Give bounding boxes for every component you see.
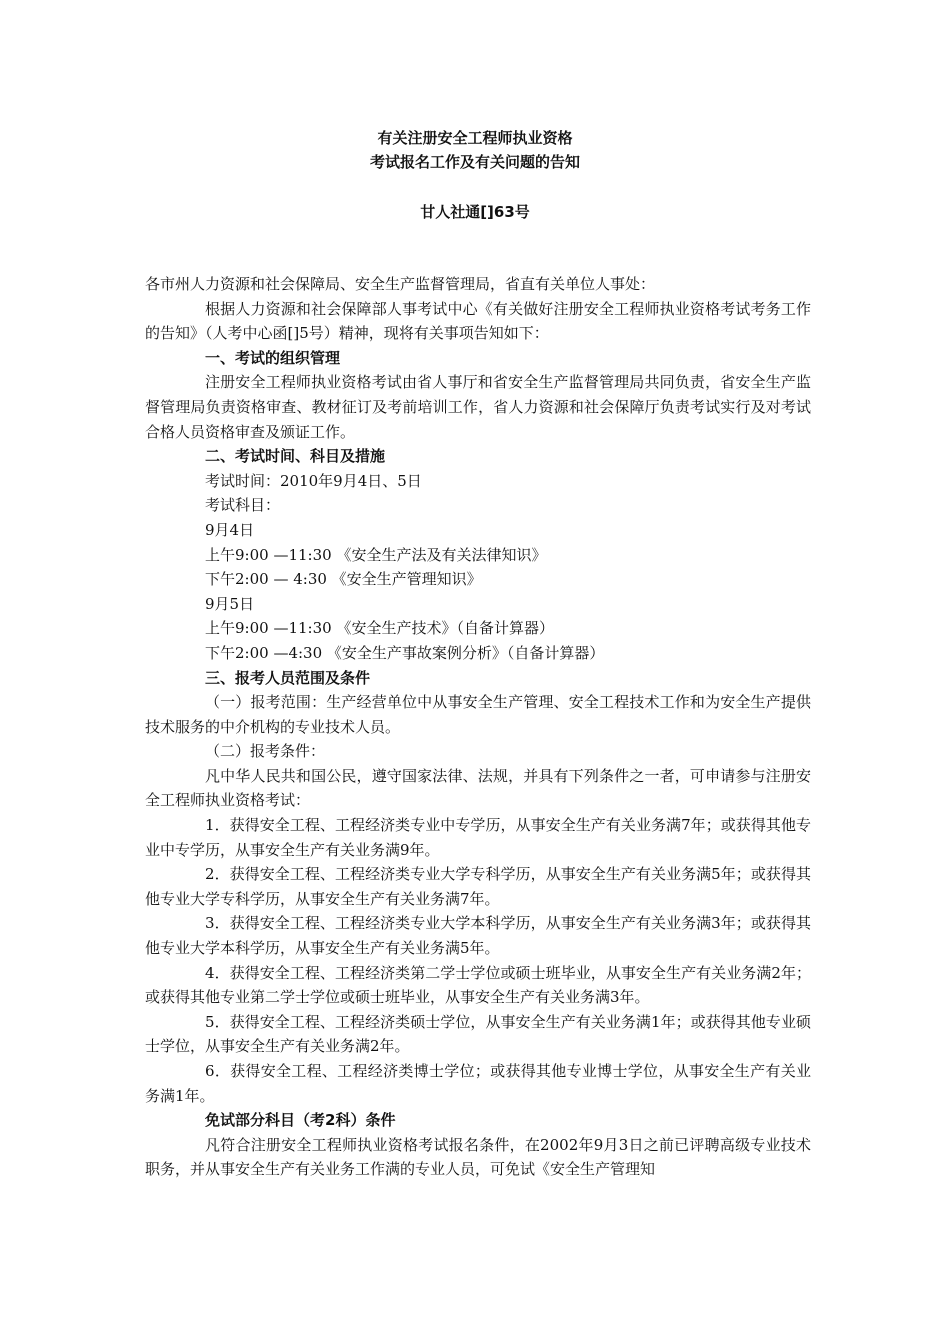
document-title-line1: 有关注册安全工程师执业资格 (377, 129, 573, 147)
intro-paragraph: 根据人力资源和社会保障部人事考试中心《有关做好注册安全工程师执业资格考试考务工作的告知》（人考中心函[]5号）精神，现将有关事项告知如下： (145, 299, 811, 343)
section3-heading: 三、报考人员范围及条件 (205, 668, 371, 687)
condition-item: 6．获得安全工程、工程经济类博士学位；或获得其他专业博士学位，从事安全生产有关业务满1年。 (145, 1062, 811, 1105)
conditions-intro: 凡中华人民共和国公民，遵守国家法律、法规，并具有下列条件之一者，可申请参与注册安全工程师执业资格考试： (145, 766, 811, 810)
section2-heading: 二、考试时间、科目及措施 (205, 447, 386, 466)
day2-date: 9月5日 (205, 594, 255, 613)
condition-item: 2．获得安全工程、工程经济类专业大学专科学历，从事安全生产有关业务满5年；或获得其他专业大学专科学历，从事安全生产有关业务满7年。 (145, 865, 811, 908)
scope-paragraph: （一）报考范围：生产经营单位中从事安全生产管理、安全工程技术工作和为安全生产提供技术服务的中介机构的专业技术人员。 (145, 693, 811, 736)
addressee: 各市州人力资源和社会保障局、安全生产监督管理局，省直有关单位人事处： (145, 275, 656, 293)
document-number: 甘人社通[]63号 (420, 203, 530, 221)
day2-afternoon: 下午2:00 —4:30 《安全生产事故案例分析》（自备计算器） (205, 643, 605, 662)
day2-morning: 上午9:00 —11:30 《安全生产技术》（自备计算器） (205, 619, 554, 638)
condition-item: 3．获得安全工程、工程经济类专业大学本科学历，从事安全生产有关业务满3年；或获得其他专业大学本科学历，从事安全生产有关业务满5年。 (145, 914, 811, 958)
exam-time: 考试时间：2010年9月4日、5日 (205, 471, 422, 490)
subjects-label: 考试科目： (205, 496, 281, 515)
section1-heading: 一、考试的组织管理 (205, 348, 341, 367)
day1-afternoon: 下午2:00 — 4:30 《安全生产管理知识》 (205, 570, 482, 589)
day1-morning: 上午9:00 —11:30 《安全生产法及有关法律知识》 (205, 545, 547, 564)
exemption-text: 凡符合注册安全工程师执业资格考试报名条件，在2002年9月3日之前已评聘高级专业技术职务，并从事安全生产有关业务工作满的专业人员，可免试《安全生产管理知 (145, 1135, 811, 1179)
condition-item: 4．获得安全工程、工程经济类第二学士学位或硕士班毕业，从事安全生产有关业务满2年；或获得其他专业第二学士学位或硕士班毕业，从事安全生产有关业务满3年。 (145, 963, 811, 1007)
document-title-line2: 考试报名工作及有关问题的告知 (369, 153, 580, 171)
condition-item: 1．获得安全工程、工程经济类专业中专学历，从事安全生产有关业务满7年；或获得其他专业中专学历，从事安全生产有关业务满9年。 (145, 816, 811, 859)
section1-text: 注册安全工程师执业资格考试由省人事厅和省安全生产监督管理局共同负责，省安全生产监督管理局负责资格审查、教材征订及考前培训工作，省人力资源和社会保障厅负责考试实行及对考试合格人员资格审查及颁证工作。 (145, 373, 811, 441)
exemption-heading: 免试部分科目（考2科）条件 (205, 1111, 396, 1130)
day1-date: 9月4日 (205, 520, 255, 539)
document-body (145, 272, 811, 1182)
conditions-label: （二）报考条件： (205, 742, 326, 761)
condition-item: 5．获得安全工程、工程经济类硕士学位，从事安全生产有关业务满1年；或获得其他专业硕士学位，从事安全生产有关业务满2年。 (145, 1012, 811, 1056)
